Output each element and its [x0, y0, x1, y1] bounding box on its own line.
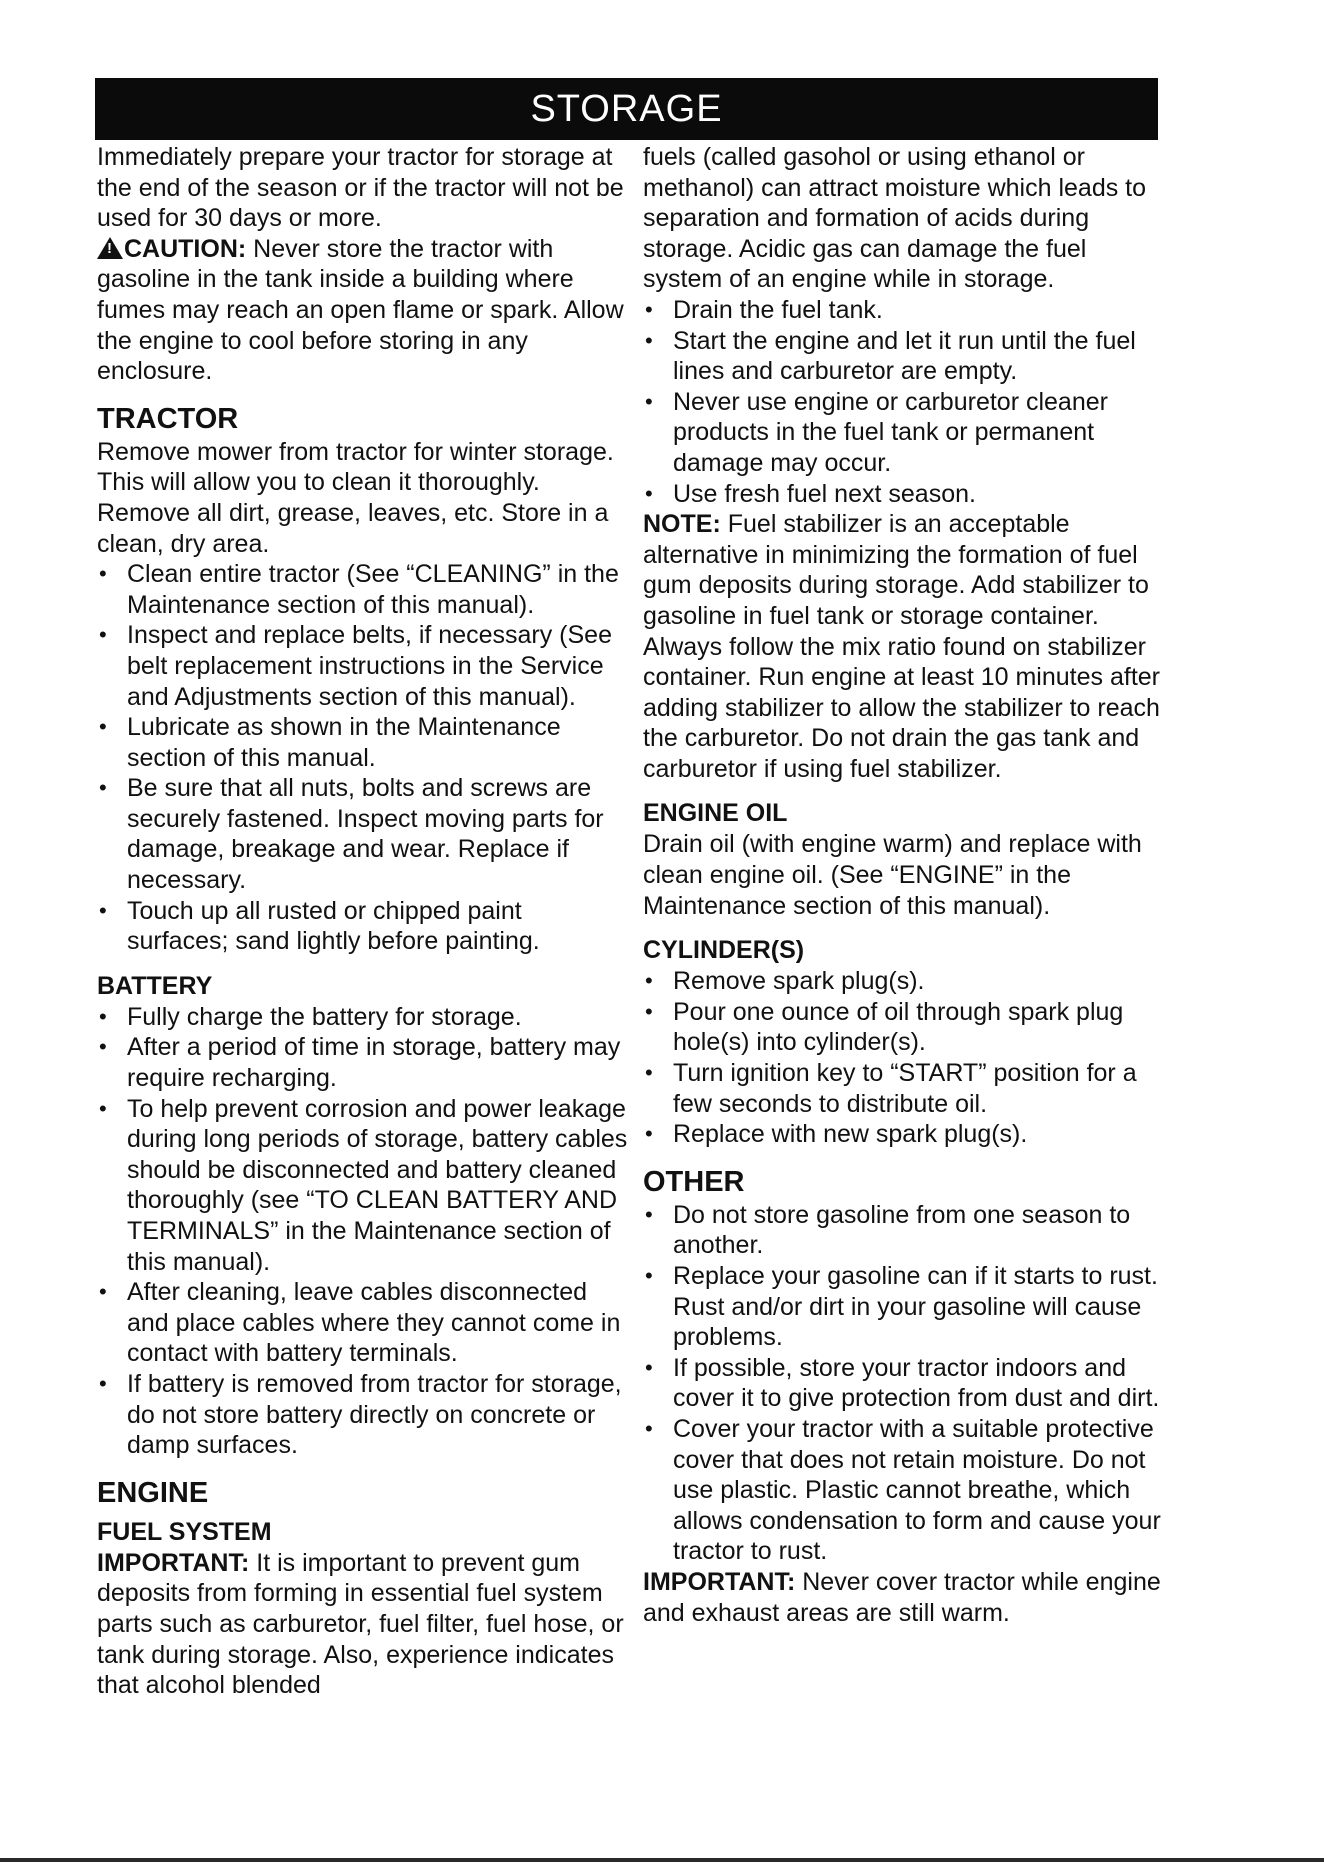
list-item: • Be sure that all nuts, bolts and screws are securely fastened. Inspect moving parts for damage, breakage and wear. Replace if necessary. [97, 773, 629, 895]
list-item: • Start the engine and let it run until the fuel lines and carburetor are empty. [643, 326, 1168, 387]
left-column [97, 142, 629, 1701]
list-item: • Use fresh fuel next season. [643, 479, 1168, 510]
list-item: • Do not store gasoline from one season to another. [643, 1200, 1168, 1261]
list-item: • To help prevent corrosion and power leakage during long periods of storage, battery cables should be disconnected and battery cleaned thoroughly (see “TO CLEAN BATTERY AND TERMINALS” in the Maintenance section of this manual). [97, 1094, 629, 1278]
caution-text: Never store the tractor with gasoline in the tank inside a building where fumes may reach an open flame or spark. Allow the engine to cool before storing in any enclosure. [97, 234, 624, 386]
fuel-system-paragraph [97, 1548, 629, 1701]
list-item: • Remove spark plug(s). [643, 966, 1168, 997]
tractor-heading: TRACTOR [97, 402, 239, 435]
engine-oil-heading: ENGINE OIL [643, 799, 788, 828]
important-text: Never cover tractor while engine and exhaust areas are still warm. [643, 1567, 1161, 1627]
right-column [643, 142, 1168, 1628]
list-item: • Fully charge the battery for storage. [97, 1002, 629, 1033]
cylinders-heading: CYLINDER(S) [643, 936, 805, 965]
tractor-paragraph: Remove mower from tractor for winter storage. This will allow you to clean it thoroughly. Remove all dirt, grease, leaves, etc. Store in a clean, dry area. [97, 437, 614, 558]
list-item: • After a period of time in storage, battery may require recharging. [97, 1032, 629, 1093]
fuel-continued-paragraph: fuels (called gasohol or using ethanol or methanol) can attract moisture which leads to separation and formation of acids during storage. Acidic gas can damage the fuel system of an engine while in storage. [643, 143, 1147, 294]
list-item: • Replace your gasoline can if it starts to rust. Rust and/or dirt in your gasoline will cause problems. [643, 1261, 1168, 1353]
list-item: • Touch up all rusted or chipped paint surfaces; sand lightly before painting. [97, 896, 629, 957]
battery-bullet-list [97, 1002, 629, 1461]
list-item: • Inspect and replace belts, if necessary (See belt replacement instructions in the Service and Adjustments section of this manual). [97, 620, 629, 712]
important-label: IMPORTANT: [643, 1567, 796, 1596]
list-item: • Replace with new spark plug(s). [643, 1119, 1168, 1150]
important-label: IMPORTANT: [97, 1548, 250, 1577]
caution-warning-icon [97, 237, 123, 259]
other-bullet-list [643, 1200, 1168, 1567]
list-item: • Cover your tractor with a suitable protective cover that does not retain moisture. Do not use plastic. Plastic cannot breathe, which allows condensation to form and cause your tractor to rust. [643, 1414, 1168, 1567]
list-item: • If possible, store your tractor indoors and cover it to give protection from dust and dirt. [643, 1353, 1168, 1414]
fuel-system-heading: FUEL SYSTEM [97, 1517, 272, 1546]
note-paragraph [643, 509, 1168, 784]
important-paragraph [643, 1567, 1168, 1628]
page-title: STORAGE [530, 87, 723, 130]
storage-header-bar [95, 78, 1158, 140]
engine-heading: ENGINE [97, 1476, 209, 1509]
fuel-bullet-list [643, 295, 1168, 509]
other-heading: OTHER [643, 1165, 745, 1198]
page-bottom-rule [0, 1858, 1324, 1862]
list-item: • Turn ignition key to “START” position for a few seconds to distribute oil. [643, 1058, 1168, 1119]
list-item: • Drain the fuel tank. [643, 295, 1168, 326]
battery-heading: BATTERY [97, 971, 213, 1000]
note-text: Fuel stabilizer is an acceptable alternative in minimizing the formation of fuel gum deposits during storage. Add stabilizer to gasoline in fuel tank or storage container. Always follow the mix ratio found on stabilizer container. Run engine at least 10 minutes after adding stabilizer to allow the stabilizer to reach the carburetor. Do not drain the gas tank and carburetor if using fuel stabilizer. [643, 510, 1160, 783]
list-item: • After cleaning, leave cables disconnected and place cables where they cannot come in contact with battery terminals. [97, 1277, 629, 1369]
list-item: • If battery is removed from tractor for storage, do not store battery directly on concrete or damp surfaces. [97, 1369, 629, 1461]
note-label: NOTE: [643, 510, 721, 539]
list-item: • Pour one ounce of oil through spark plug hole(s) into cylinder(s). [643, 997, 1168, 1058]
list-item: • Lubricate as shown in the Maintenance section of this manual. [97, 712, 629, 773]
cylinders-bullet-list [643, 966, 1168, 1150]
tractor-bullet-list [97, 559, 629, 957]
engine-oil-paragraph: Drain oil (with engine warm) and replace with clean engine oil. (See “ENGINE” in the Maintenance section of this manual). [643, 830, 1142, 920]
caution-label: CAUTION: [124, 234, 247, 263]
caution-paragraph [97, 234, 629, 387]
list-item: • Clean entire tractor (See “CLEANING” in the Maintenance section of this manual). [97, 559, 629, 620]
fuel-system-text: It is important to prevent gum deposits from forming in essential fuel system parts such as carburetor, fuel filter, fuel hose, or tank during storage. Also, experience indicates that alcohol blended [97, 1548, 624, 1700]
list-item: • Never use engine or carburetor cleaner products in the fuel tank or permanent damage may occur. [643, 387, 1168, 479]
intro-paragraph: Immediately prepare your tractor for storage at the end of the season or if the tractor will not be used for 30 days or more. [97, 143, 624, 233]
